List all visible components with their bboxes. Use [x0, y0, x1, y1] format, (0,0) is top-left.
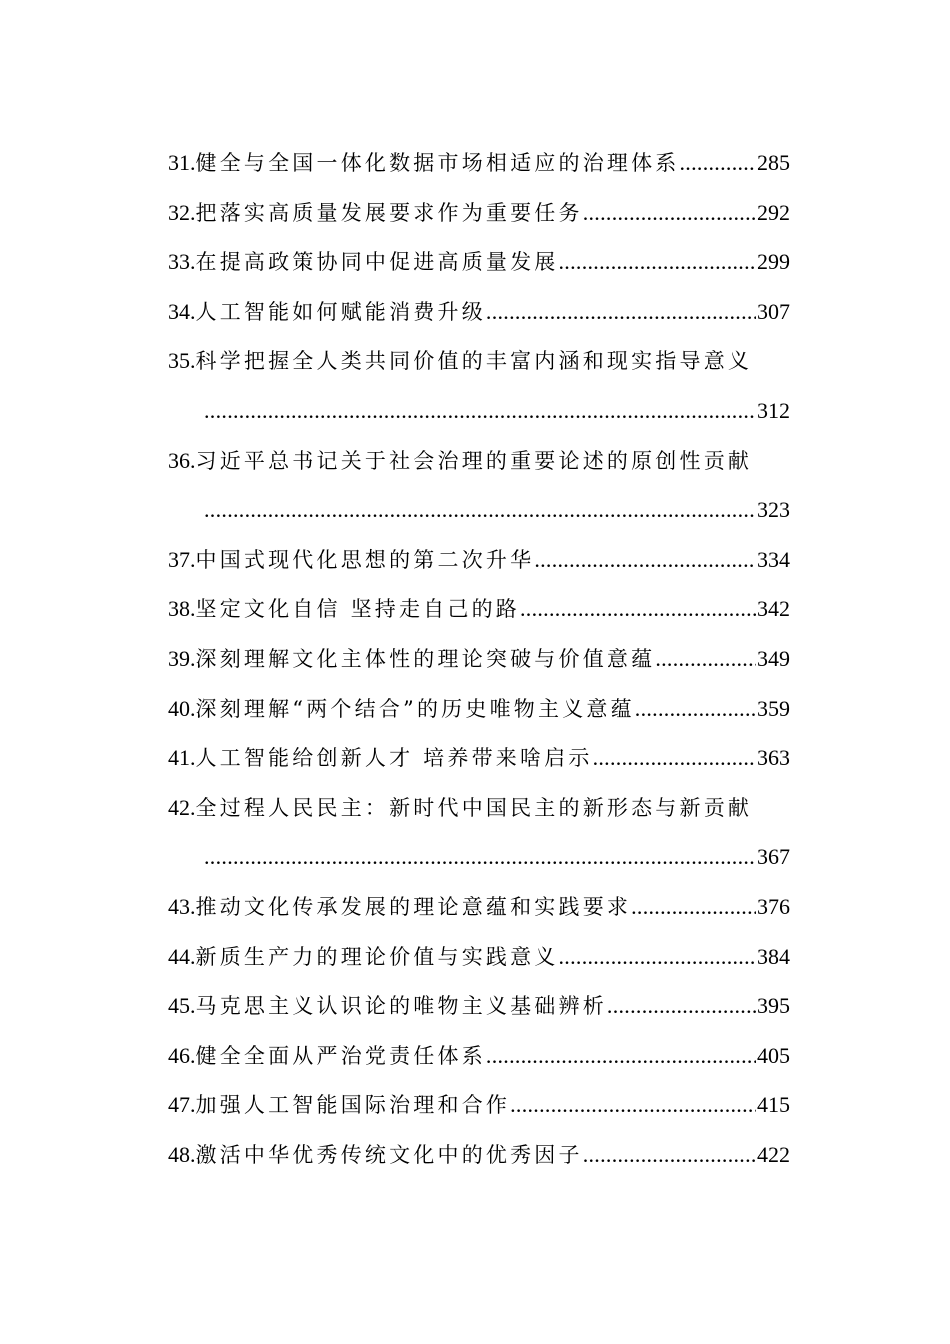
toc-entry-34[interactable]	[168, 287, 790, 337]
toc-title: 坚定文化自信 坚持走自己的路	[195, 597, 520, 622]
toc-entry-35-line2[interactable]	[168, 386, 790, 436]
toc-entry-31[interactable]	[168, 138, 790, 188]
toc-page-number: 292	[757, 199, 790, 225]
toc-entry-44[interactable]	[168, 932, 790, 982]
toc-page-number: 363	[757, 745, 790, 771]
toc-number: 43.	[168, 893, 196, 919]
leader-dots	[486, 1031, 756, 1081]
toc-title: 健全与全国一体化数据市场相适应的治理体系	[195, 151, 680, 175]
toc-number: 47.	[168, 1092, 196, 1118]
toc-number: 36.	[168, 447, 196, 473]
toc-page-number: 334	[757, 546, 790, 572]
toc-number: 41.	[168, 745, 196, 771]
toc-entry-40[interactable]	[168, 684, 790, 734]
toc-entry-41[interactable]	[168, 733, 790, 783]
toc-title: 把落实高质量发展要求作为重要任务	[195, 200, 583, 225]
toc-number: 46.	[168, 1042, 196, 1068]
toc-title: 激活中华优秀传统文化中的优秀因子	[195, 1142, 583, 1167]
toc-title: 新质生产力的理论价值与实践意义	[195, 944, 559, 969]
toc-title: 人工智能给创新人才 培养带来啥启示	[195, 746, 593, 771]
leader-dots	[204, 485, 756, 535]
toc-number: 34.	[168, 298, 196, 324]
toc-number: 35.	[168, 348, 196, 374]
leader-dots	[583, 188, 756, 238]
leader-dots	[635, 684, 756, 734]
toc-entry-46[interactable]	[168, 1031, 790, 1081]
leader-dots	[510, 1080, 756, 1130]
toc-entry-33[interactable]	[168, 237, 790, 287]
leader-dots	[520, 584, 756, 634]
toc-title: 推动文化传承发展的理论意蕴和实践要求	[195, 894, 632, 919]
toc-entry-45[interactable]	[168, 981, 790, 1031]
toc-entry-48[interactable]	[168, 1130, 790, 1180]
toc-number: 39.	[168, 645, 196, 671]
table-of-contents	[168, 138, 790, 1179]
toc-title: 健全全面从严治党责任体系	[195, 1043, 486, 1068]
toc-title: 深刻理解“两个结合”的历史唯物主义意蕴	[195, 696, 635, 721]
toc-page-number: 307	[757, 298, 790, 324]
toc-number: 42.	[168, 794, 196, 820]
toc-number: 32.	[168, 199, 196, 225]
toc-title: 在提高政策协同中促进高质量发展	[195, 250, 559, 275]
toc-page-number: 395	[757, 993, 790, 1019]
toc-number: 40.	[168, 695, 196, 721]
leader-dots	[204, 832, 756, 882]
toc-number: 33.	[168, 249, 196, 275]
toc-title: 习近平总书记关于社会治理的重要论述的原创性贡献	[195, 448, 753, 473]
toc-title: 加强人工智能国际治理和合作	[195, 1093, 511, 1118]
toc-entry-32[interactable]	[168, 188, 790, 238]
toc-page-number: 342	[757, 596, 790, 622]
toc-page-number: 415	[757, 1092, 790, 1118]
toc-number: 48.	[168, 1141, 196, 1167]
toc-page-number: 299	[757, 249, 790, 275]
toc-page-number: 349	[757, 645, 790, 671]
toc-number: 45.	[168, 993, 196, 1019]
toc-title: 人工智能如何赋能消费升级	[195, 299, 486, 324]
toc-entry-42-line1[interactable]	[168, 783, 790, 833]
toc-page-number: 367	[757, 844, 790, 870]
toc-page-number: 376	[757, 893, 790, 919]
leader-dots	[593, 733, 756, 783]
toc-page-number: 422	[757, 1141, 790, 1167]
toc-page-number: 359	[757, 695, 790, 721]
leader-dots	[583, 1130, 756, 1180]
leader-dots	[486, 287, 756, 337]
toc-entry-47[interactable]	[168, 1080, 790, 1130]
toc-entry-43[interactable]	[168, 882, 790, 932]
toc-entry-38[interactable]	[168, 584, 790, 634]
leader-dots	[631, 882, 756, 932]
toc-entry-35-line1[interactable]	[168, 336, 790, 386]
toc-entry-42-line2[interactable]	[168, 832, 790, 882]
toc-page-number: 405	[757, 1042, 790, 1068]
toc-page-number: 384	[757, 943, 790, 969]
leader-dots	[655, 634, 756, 684]
toc-number: 44.	[168, 943, 196, 969]
toc-page-number: 285	[757, 150, 790, 175]
toc-title: 中国式现代化思想的第二次升华	[195, 547, 535, 572]
toc-title: 全过程人民民主：新时代中国民主的新形态与新贡献	[195, 795, 753, 820]
leader-dots	[559, 932, 757, 982]
leader-dots	[204, 386, 756, 436]
toc-number: 38.	[168, 596, 196, 622]
leader-dots	[680, 138, 757, 188]
toc-entry-37[interactable]	[168, 535, 790, 585]
toc-number: 37.	[168, 546, 196, 572]
leader-dots	[607, 981, 756, 1031]
toc-title: 深刻理解文化主体性的理论突破与价值意蕴	[195, 646, 656, 671]
toc-number: 31.	[168, 150, 196, 175]
toc-title: 科学把握全人类共同价值的丰富内涵和现实指导意义	[195, 349, 753, 374]
leader-dots	[534, 535, 756, 585]
toc-page-number: 312	[757, 397, 790, 423]
leader-dots	[559, 237, 757, 287]
toc-entry-39[interactable]	[168, 634, 790, 684]
toc-page-number: 323	[757, 497, 790, 523]
toc-title: 马克思主义认识论的唯物主义基础辨析	[195, 994, 607, 1019]
toc-entry-36-line1[interactable]	[168, 436, 790, 486]
toc-entry-36-line2[interactable]	[168, 485, 790, 535]
